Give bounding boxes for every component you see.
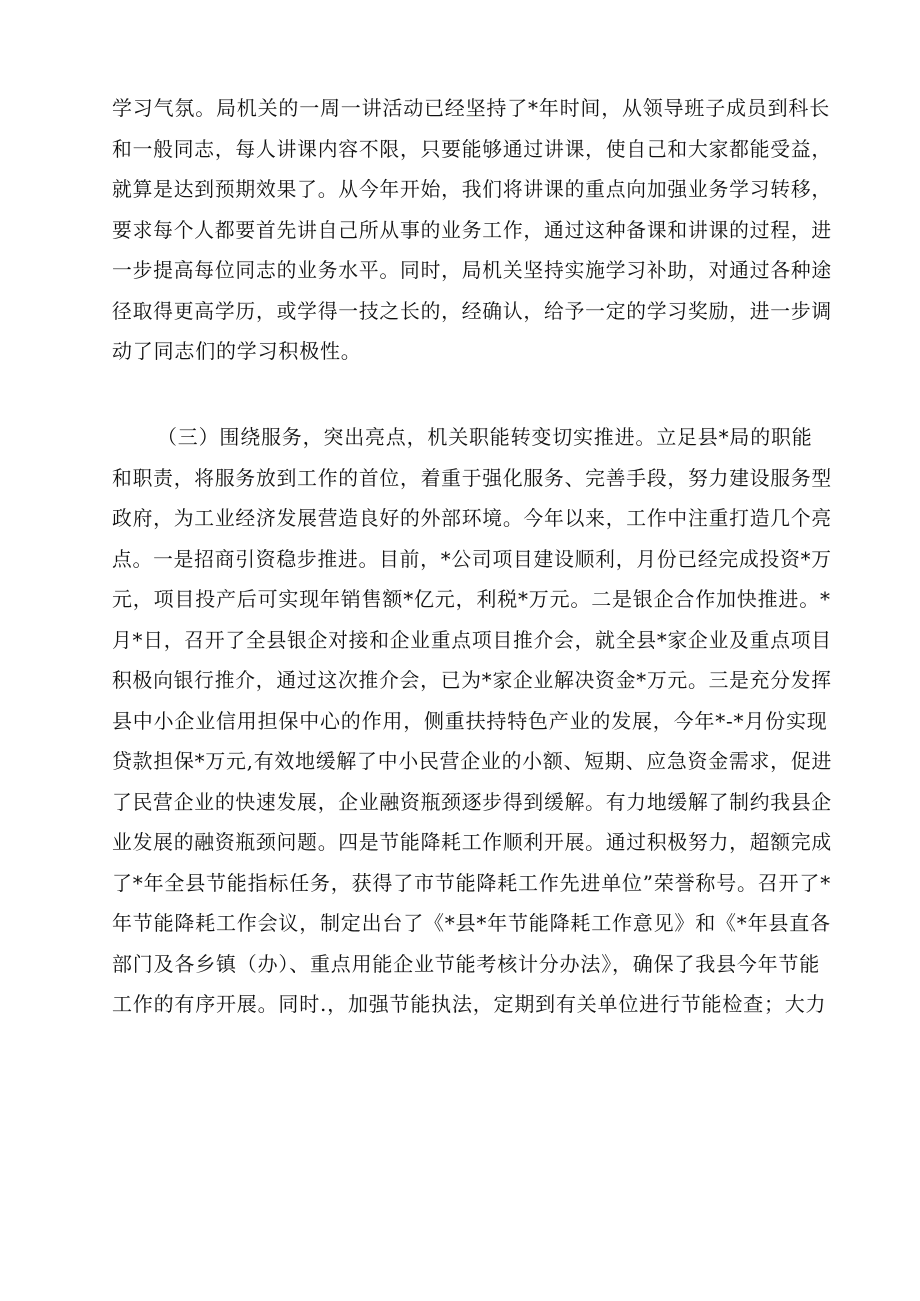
text-line: 要求每个人都要首先讲自己所从事的业务工作，通过这种备课和讲课的过程，进 — [112, 217, 832, 242]
text-line: 和职责，将服务放到工作的首位，着重于强化服务、完善手段，努力建设服务型 — [112, 465, 832, 490]
text-line: 和一般同志，每人讲课内容不限，只要能够通过讲课，使自己和大家都能受益， — [112, 136, 832, 161]
text-line: 业发展的融资瓶颈问题。四是节能降耗工作顺利开展。通过积极努力，超额完成 — [112, 830, 832, 854]
text-line: 县中小企业信用担保中心的作用，侧重扶持特色产业的发展，今年*-*月份实现 — [112, 708, 828, 733]
text-line: 了民营企业的快速发展，企业融资瓶颈逐步得到缓解。有力地缓解了制约我县企 — [112, 789, 832, 814]
text-line-indented: （三）围绕服务，突出亮点，机关职能转变切实推进。立足县*局的职能 — [157, 425, 813, 449]
text-line: 贷款担保*万元,有效地缓解了中小民营企业的小额、短期、应急资金需求，促进 — [112, 749, 833, 773]
text-line: 年节能降耗工作会议，制定出台了《*县*年节能降耗工作意见》和《*年县直各 — [112, 911, 831, 935]
text-line: 元，项目投产后可实现年销售额*亿元，利税*万元。二是银企合作加快推进。* — [112, 587, 831, 611]
paragraph-study-atmosphere — [112, 88, 832, 372]
text-line: 一步提高每位同志的业务水平。同时，局机关坚持实施学习补助，对通过各种途 — [112, 258, 832, 282]
text-line: 学习气氛。局机关的一周一讲活动已经坚持了*年时间，从领导班子成员到科长 — [112, 96, 830, 120]
text-line: 政府，为工业经济发展营造良好的外部环境。今年以来，工作中注重打造几个亮 — [112, 506, 832, 530]
text-line: 工作的有序开展。同时.，加强节能执法，定期到有关单位进行节能检查；大力 — [112, 992, 827, 1016]
text-line: 积极向银行推介，通过这次推介会，已为*家企业解决资金*万元。三是充分发挥 — [112, 668, 832, 692]
paragraph-service-highlights — [112, 417, 832, 1025]
text-line: 就算是达到预期效果了。从今年开始，我们将讲课的重点向加强业务学习转移， — [112, 177, 832, 201]
text-line: 月*日，召开了全县银企对接和企业重点项目推介会，就全县*家企业及重点项目 — [112, 627, 832, 652]
text-line: 点。一是招商引资稳步推进。目前，*公司项目建设顺利，月份已经完成投资*万 — [112, 546, 832, 571]
text-line: 径取得更高学历，或学得一技之长的，经确认，给予一定的学习奖励，进一步调 — [112, 298, 832, 323]
text-line: 动了同志们的学习积极性。 — [112, 339, 362, 363]
text-line: 部门及各乡镇（办）、重点用能企业节能考核计分办法》，确保了我县今年节能 — [112, 951, 820, 976]
text-line: 了*年全县节能指标任务，获得了市节能降耗工作先进单位”荣誉称号。召开了* — [112, 870, 832, 895]
